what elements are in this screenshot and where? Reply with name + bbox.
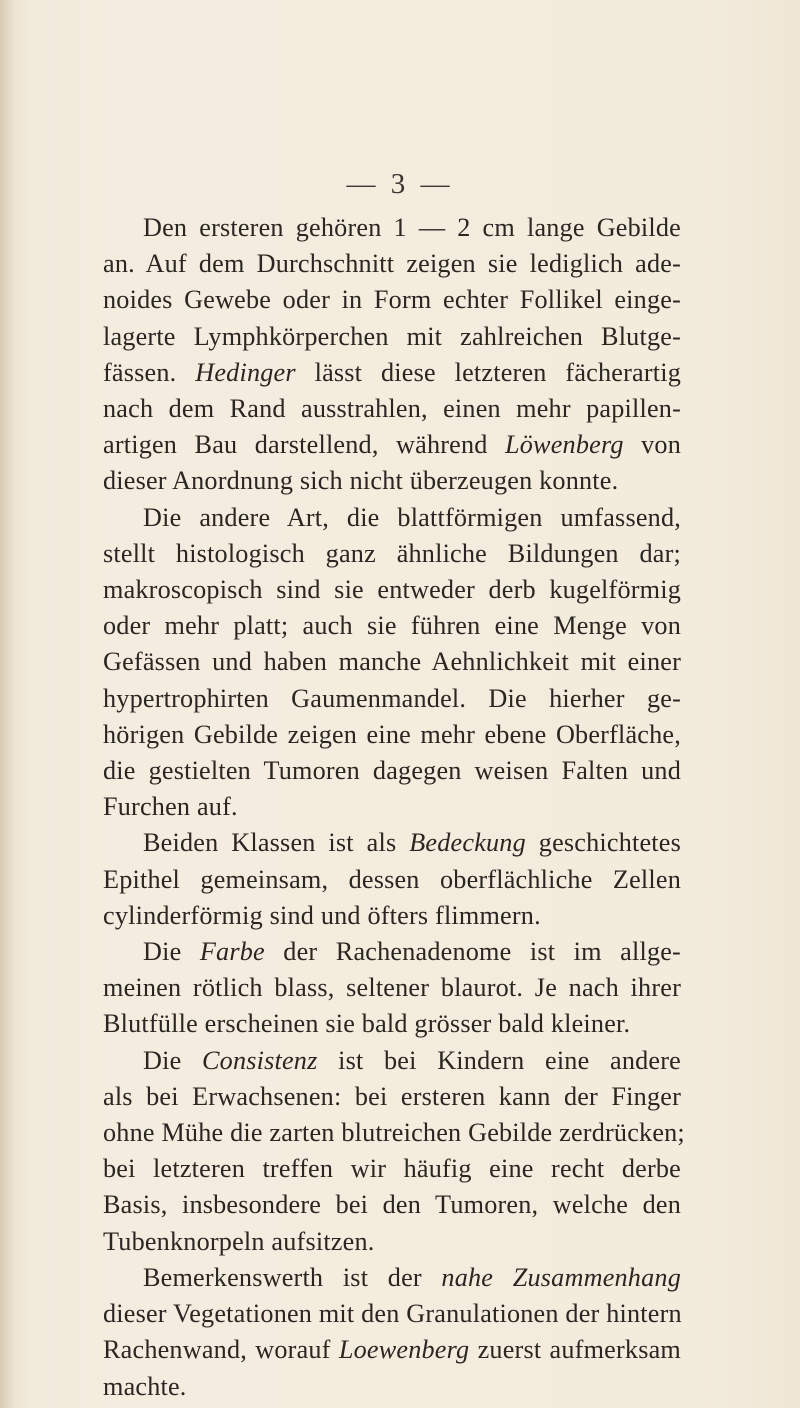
italic-name: Löwenberg xyxy=(505,430,624,460)
text-line: dieser Vegetationen mit den Granulationen der hintern xyxy=(103,1299,682,1329)
italic-name: Consistenz xyxy=(202,1045,318,1075)
text-line: fässen. Hedinger lässt diese letzteren fächerartig xyxy=(103,357,681,387)
italic-name: Hedinger xyxy=(195,357,296,387)
italic-name: nahe Zusammenhang xyxy=(441,1262,681,1292)
paragraph xyxy=(103,825,681,934)
text-line: Die Consistenz ist bei Kindern eine andere xyxy=(143,1045,681,1075)
text-line: meinen rötlich blass, seltener blaurot. Je nach ihrer xyxy=(103,973,681,1003)
text-line: bei letzteren treffen wir häufig eine recht derbe xyxy=(103,1154,681,1184)
text-line: Bemerkenswerth ist der nahe Zusammenhang xyxy=(143,1262,681,1292)
text-line: oder mehr platt; auch sie führen eine Menge von xyxy=(103,611,681,641)
paragraph xyxy=(103,1043,685,1260)
text-line: makroscopisch sind sie entweder derb kugelförmig xyxy=(103,575,681,605)
text-line: noides Gewebe oder in Form echter Follikel einge- xyxy=(103,285,681,315)
text-line: als bei Erwachsenen: bei ersteren kann der Finger xyxy=(103,1081,681,1111)
text-line: Die Farbe der Rachenadenome ist im allge- xyxy=(143,937,681,967)
body-text xyxy=(103,210,685,1405)
text-line: die gestielten Tumoren dagegen weisen Falten und xyxy=(103,756,681,786)
text-line: stellt histologisch ganz ähnliche Bildungen dar; xyxy=(103,538,681,568)
text-line: Die andere Art, die blattförmigen umfassend, xyxy=(143,502,681,532)
text-line: Tubenknorpeln aufsitzen. xyxy=(103,1226,375,1256)
text-line: nach dem Rand ausstrahlen, einen mehr papillen- xyxy=(103,394,681,424)
italic-name: Loewenberg xyxy=(338,1335,470,1365)
text-line: Epithel gemeinsam, dessen oberflächliche Zellen xyxy=(103,864,681,894)
paragraph xyxy=(103,934,681,1043)
paragraph xyxy=(103,500,681,826)
text-line: Furchen auf. xyxy=(103,792,238,822)
text-line: hörigen Gebilde zeigen eine mehr ebene Oberfläche, xyxy=(103,719,681,749)
italic-name: Farbe xyxy=(199,937,265,967)
page-number: — 3 — xyxy=(346,168,454,200)
text-line: Rachenwand, worauf Loewenberg zuerst aufmerksam xyxy=(103,1335,681,1365)
page-gutter-shadow xyxy=(0,0,14,1408)
text-line: an. Auf dem Durchschnitt zeigen sie lediglich ade- xyxy=(103,249,681,279)
paragraph xyxy=(103,1260,681,1405)
text-line: Gefässen und haben manche Aehnlichkeit mit einer xyxy=(103,647,681,677)
paragraph xyxy=(103,210,681,500)
text-line: artigen Bau darstellend, während Löwenberg von xyxy=(103,430,681,460)
text-line: lagerte Lymphkörperchen mit zahlreichen Blutge- xyxy=(103,321,681,351)
text-line: machte. xyxy=(103,1371,187,1401)
text-line: Basis, insbesondere bei den Tumoren, welche den xyxy=(103,1190,681,1220)
text-line: Blutfülle erscheinen sie bald grösser bald kleiner. xyxy=(103,1009,631,1039)
text-line: Beiden Klassen ist als Bedeckung geschichtetes xyxy=(143,828,681,858)
italic-name: Bedeckung xyxy=(409,828,526,858)
text-line: Den ersteren gehören 1 — 2 cm lange Gebilde xyxy=(143,213,681,242)
text-line: ohne Mühe die zarten blutreichen Gebilde zerdrücken; xyxy=(103,1118,685,1148)
text-line: hypertrophirten Gaumenmandel. Die hierher ge- xyxy=(103,683,681,713)
text-line: cylinderförmig sind und öfters flimmern. xyxy=(103,900,541,930)
text-line: dieser Anordnung sich nicht überzeugen konnte. xyxy=(103,466,619,496)
